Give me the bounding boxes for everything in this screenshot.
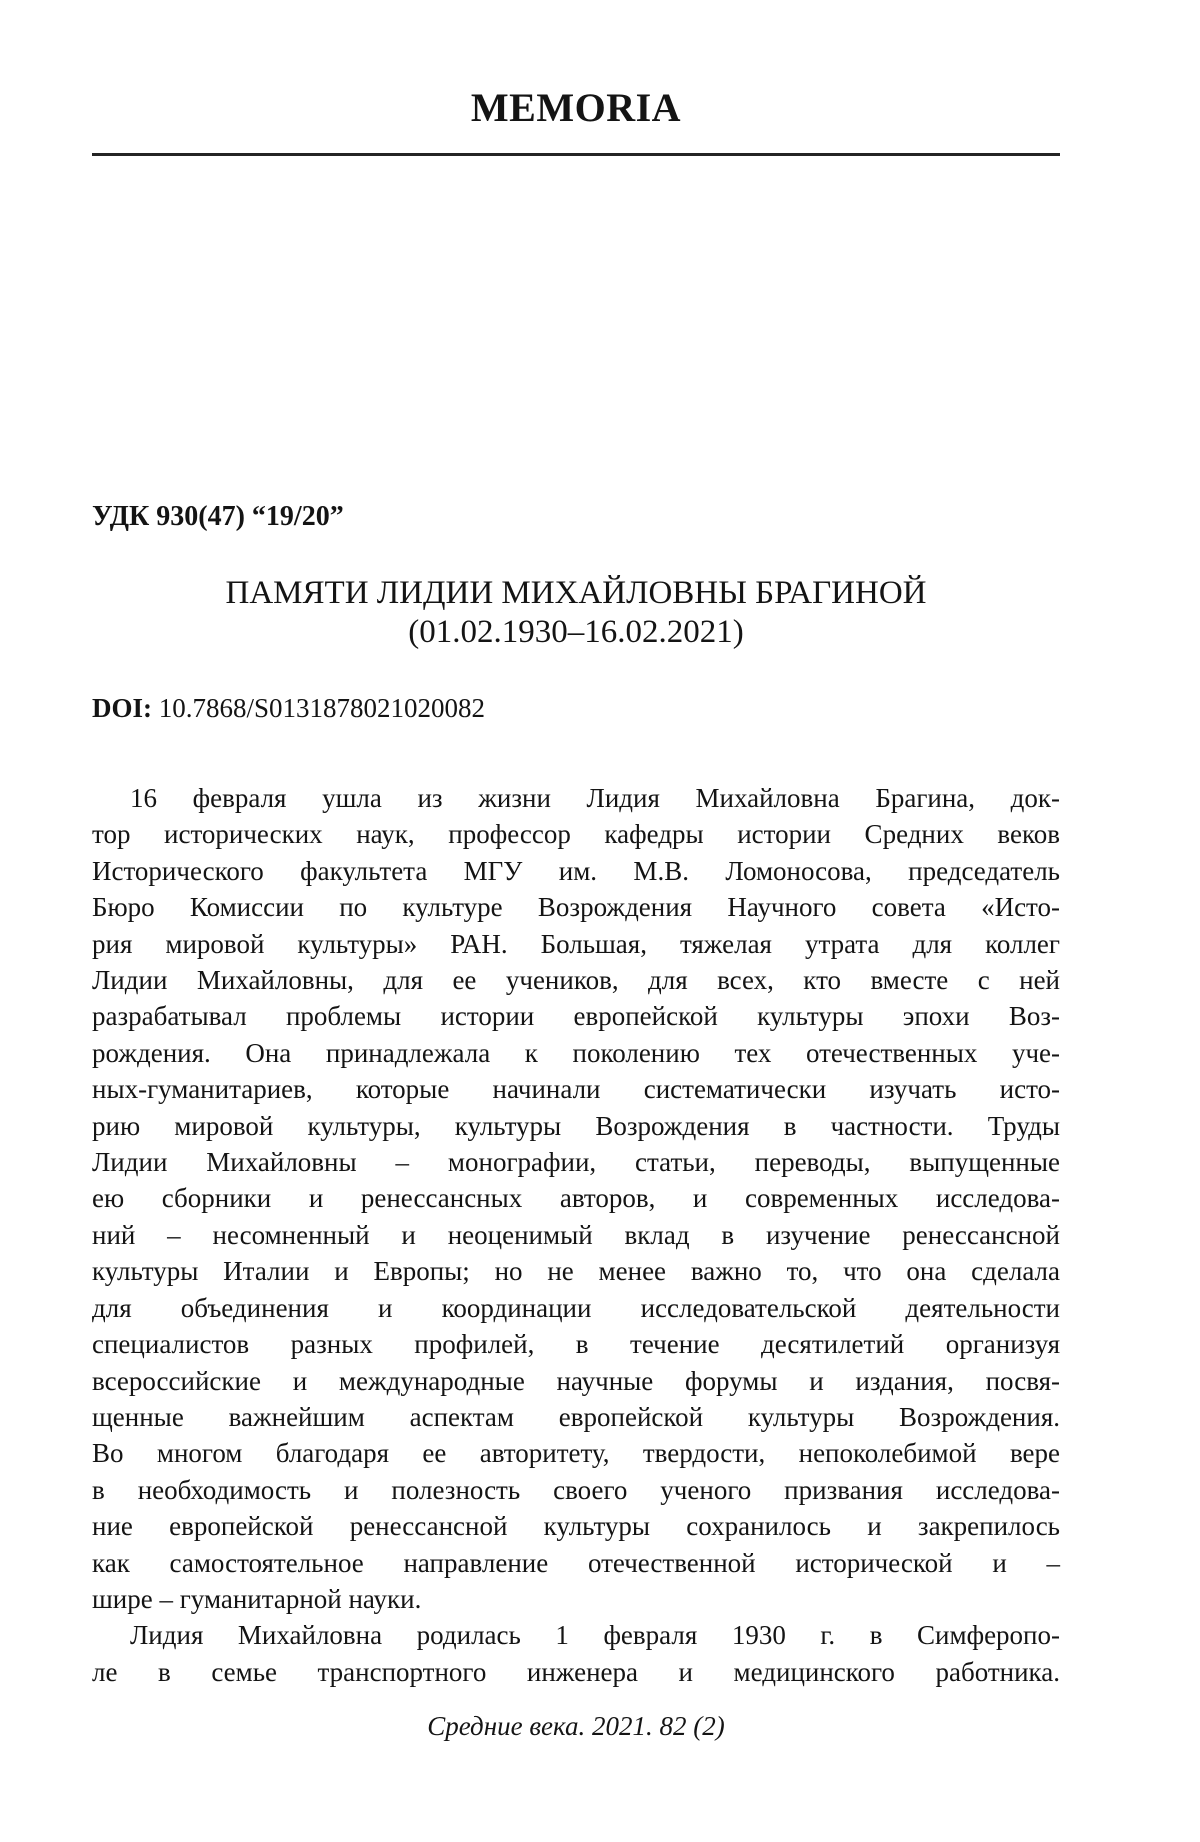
body-line: Лидия Михайловна родилась 1 февраля 1930 г. в Симферопо- — [130, 1620, 1060, 1651]
body-line: для объединения и координации исследовательской деятельности — [92, 1292, 1060, 1323]
body-line: щенные важнейшим аспектам европейской культуры Возрождения. — [92, 1401, 1060, 1432]
body-line: Исторического факультета МГУ им. М.В. Ломоносова, председатель — [92, 855, 1060, 886]
body-line: тор исторических наук, профессор кафедры истории Средних веков — [92, 819, 1060, 850]
body-line: Лидии Михайловны – монографии, статьи, переводы, выпущенные — [92, 1147, 1060, 1178]
body-line: ных-гуманитариев, которые начинали систематически изучать исто- — [92, 1074, 1060, 1105]
body-line: Лидии Михайловны, для ее учеников, для всех, кто вместе с ней — [92, 965, 1060, 996]
body-line: Во многом благодаря ее авторитету, твердости, непоколебимой вере — [92, 1438, 1060, 1469]
body-line: ние европейской ренессансной культуры сохранилось и закрепилось — [92, 1511, 1060, 1542]
body-line: 16 февраля ушла из жизни Лидия Михайловна Брагина, док- — [130, 783, 1060, 813]
doi-line — [92, 692, 1060, 724]
paragraph — [92, 1617, 1060, 1690]
article-body — [92, 780, 1060, 1690]
doi-value: 10.7868/S0131878021020082 — [158, 693, 486, 723]
doi-label: DOI: — [92, 693, 152, 723]
article-title — [92, 574, 1060, 652]
header-rule — [92, 153, 1060, 156]
section-header: MEMORIA — [470, 85, 682, 130]
body-line: специалистов разных профилей, в течение десятилетий организуя — [92, 1329, 1060, 1360]
journal-footer: Средние века. 2021. 82 (2) — [427, 1711, 725, 1741]
body-line: рию мировой культуры, культуры Возрождения в частности. Труды — [92, 1110, 1060, 1141]
body-line: как самостоятельное направление отечественной исторической и – — [92, 1547, 1060, 1578]
body-line: Бюро Комиссии по культуре Возрождения Научного совета «Исто- — [92, 892, 1060, 923]
article-title-line2: (01.02.1930–16.02.2021) — [408, 614, 744, 650]
body-line: разрабатывал проблемы истории европейской культуры эпохи Воз- — [92, 1001, 1060, 1032]
body-line: ний – несомненный и неоценимый вклад в изучение ренессансной — [92, 1219, 1060, 1250]
body-line: рия мировой культуры» РАН. Большая, тяжелая утрата для коллег — [92, 928, 1060, 959]
body-line: ле в семье транспортного инженера и медицинского работника. — [92, 1656, 1060, 1687]
body-line: всероссийские и международные научные форумы и издания, посвя- — [92, 1365, 1060, 1396]
body-line: ею сборники и ренессансных авторов, и современных исследова- — [92, 1183, 1060, 1214]
body-line: шире – гуманитарной науки. — [92, 1583, 422, 1614]
paragraph — [92, 780, 1060, 1617]
article-title-line1: ПАМЯТИ ЛИДИИ МИХАЙЛОВНЫ БРАГИНОЙ — [225, 575, 927, 611]
body-line: культуры Италии и Европы; но не менее важно то, что она сделала — [92, 1256, 1060, 1287]
body-line: рождения. Она принадлежала к поколению тех отечественных уче- — [92, 1037, 1060, 1068]
body-line: в необходимость и полезность своего ученого призвания исследова- — [92, 1474, 1060, 1505]
udk-code: УДК 930(47) “19/20” — [92, 501, 344, 532]
